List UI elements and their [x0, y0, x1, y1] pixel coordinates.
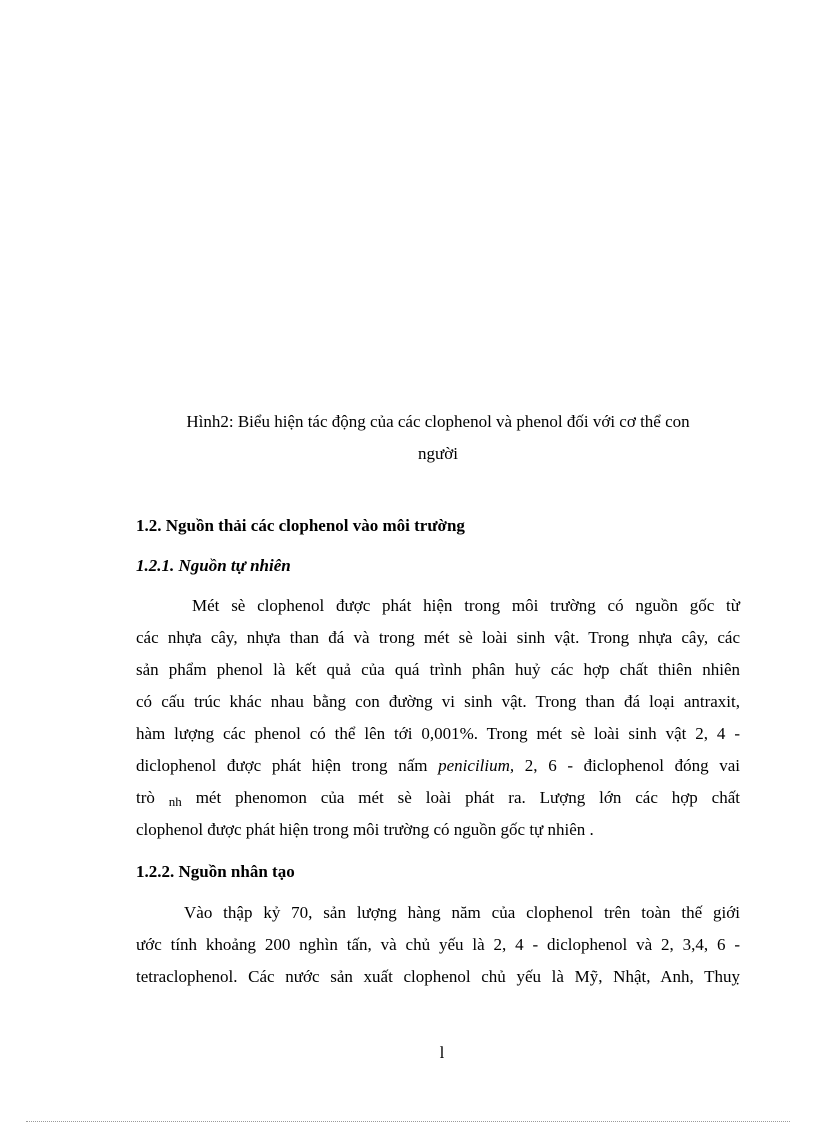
- figure-caption: [136, 406, 740, 470]
- species-name: penicilium,: [438, 756, 515, 775]
- paragraph-line: [136, 782, 740, 814]
- paragraph-line: clophenol được phát hiện trong môi trường có nguồn gốc tự nhiên .: [136, 820, 594, 839]
- section-heading-1-2: 1.2. Nguồn thải các clophenol vào môi trường: [136, 516, 465, 535]
- paragraph-text: trò: [136, 788, 155, 807]
- paragraph-text: 2, 6 - điclophenol đóng vai: [524, 756, 740, 775]
- paragraph-line: các nhựa cây, nhựa than đá và trong mét sè loài sinh vật. Trong nhựa cây, các: [136, 628, 740, 647]
- paragraph-line: Vào thập kỷ 70, sản lượng hàng năm của clophenol trên toàn thế giới: [184, 903, 740, 922]
- inline-fragment: nh: [168, 794, 182, 809]
- paragraph-artificial-sources: [136, 897, 740, 993]
- figure-caption-line-2: người: [418, 444, 458, 463]
- paragraph-text: mét phenomon của mét sè loài phát ra. Lượng lớn các hợp chất: [195, 788, 740, 807]
- page-number: l: [439, 1043, 445, 1062]
- paragraph-line: Mét sè clophenol được phát hiện trong môi trường có nguồn gốc từ: [192, 596, 740, 615]
- paragraph-line: tetraclophenol. Các nước sản xuất clophenol chủ yếu là Mỹ, Nhật, Anh, Thuỵ: [136, 967, 740, 986]
- page-bottom-divider: [26, 1121, 790, 1122]
- paragraph-natural-sources: [136, 590, 740, 846]
- paragraph-line: hàm lượng các phenol có thể lên tới 0,001%. Trong mét sè loài sinh vật 2, 4 -: [136, 724, 740, 743]
- paragraph-line: sản phẩm phenol là kết quả của quá trình phân huỷ các hợp chất thiên nhiên: [136, 660, 740, 679]
- section-heading-1-2-1: 1.2.1. Nguồn tự nhiên: [136, 556, 291, 575]
- paragraph-line: ước tính khoảng 200 nghìn tấn, và chủ yếu là 2, 4 - diclophenol và 2, 3,4, 6 -: [136, 935, 740, 954]
- paragraph-text: diclophenol được phát hiện trong nấm: [136, 756, 428, 775]
- section-heading-1-2-2: 1.2.2. Nguồn nhân tạo: [136, 862, 295, 881]
- paragraph-line: [136, 750, 740, 782]
- paragraph-line: có cấu trúc khác nhau bằng con đường vi sinh vật. Trong than đá loại antraxit,: [136, 692, 740, 711]
- figure-caption-line-1: Hình2: Biểu hiện tác động của các clophenol và phenol đối với cơ thể con: [186, 412, 690, 431]
